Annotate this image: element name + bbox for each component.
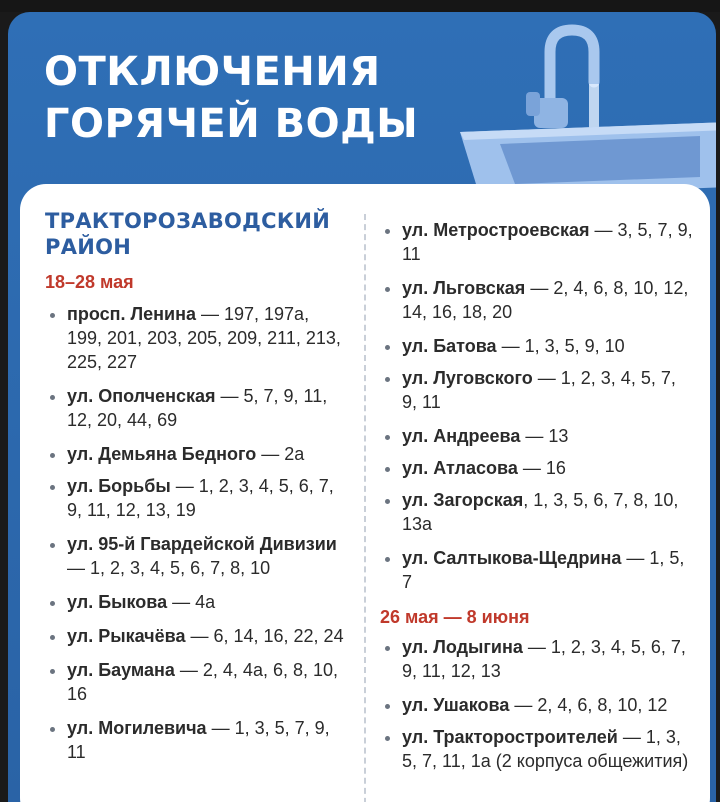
- district-title: ТРАКТОРОЗАВОДСКИЙ РАЙОН: [45, 209, 331, 259]
- street-name: ул. Андреева: [402, 426, 521, 446]
- street-name: ул. Быкова: [67, 592, 168, 612]
- street-name: ул. Баумана: [67, 660, 175, 680]
- title-line-2: ГОРЯЧЕЙ ВОДЫ: [44, 101, 419, 147]
- house-numbers: — 4а: [167, 592, 216, 612]
- house-numbers: — 6, 14, 16, 22, 24: [185, 626, 344, 646]
- address-item: [380, 456, 695, 480]
- house-numbers: — 1, 2, 3, 4, 5, 6, 7, 8, 10: [67, 558, 271, 578]
- street-name: ул. Рыкачёва: [67, 626, 186, 646]
- date-range-1: 18–28 мая: [45, 272, 134, 292]
- house-numbers: — 5, 7, 9, 11, 12, 20, 44, 69: [67, 386, 328, 430]
- address-item: [380, 424, 695, 448]
- right-address-list-b: [380, 635, 695, 773]
- poster: [8, 12, 716, 802]
- sink-faucet-icon: [400, 12, 716, 212]
- address-item: [45, 658, 345, 706]
- house-numbers: — 1, 3, 5, 7, 11, 1а (2 корпуса общежития): [402, 727, 689, 771]
- address-item: [380, 366, 695, 414]
- street-name: ул. Ополченская: [67, 386, 216, 406]
- address-item: [380, 488, 695, 536]
- house-numbers: — 1, 2, 3, 4, 5, 7, 9, 11: [402, 368, 676, 412]
- street-name: ул. Лодыгина: [402, 637, 523, 657]
- content-card: [20, 184, 710, 802]
- house-numbers: , 1, 3, 5, 6, 7, 8, 10, 13а: [402, 490, 679, 534]
- house-numbers: — 1, 2, 3, 4, 5, 6, 7, 9, 11, 12, 13, 19: [67, 476, 334, 520]
- address-item: [380, 725, 695, 773]
- street-name: ул. Салтыкова-Щедрина: [402, 548, 622, 568]
- column-divider: [364, 214, 366, 802]
- left-address-list: [45, 302, 345, 764]
- address-item: [45, 532, 345, 580]
- address-item: [45, 302, 345, 374]
- street-name: ул. Батова: [402, 336, 497, 356]
- street-name: ул. Атласова: [402, 458, 518, 478]
- poster-title: [44, 46, 418, 150]
- address-item: [45, 716, 345, 764]
- house-numbers: — 1, 3, 5, 9, 10: [496, 336, 625, 356]
- house-numbers: — 2а: [256, 444, 305, 464]
- house-numbers: — 16: [517, 458, 566, 478]
- house-numbers: — 2, 4, 4а, 6, 8, 10, 16: [67, 660, 339, 704]
- street-name: ул. Борьбы: [67, 476, 171, 496]
- street-name: ул. Луговского: [402, 368, 533, 388]
- street-name: ул. Могилевича: [67, 718, 207, 738]
- address-item: [380, 693, 695, 717]
- address-item: [380, 635, 695, 683]
- address-item: [380, 546, 695, 594]
- date-range-2: 26 мая — 8 июня: [380, 607, 530, 627]
- address-item: [45, 474, 345, 522]
- right-address-list-a: [380, 218, 695, 594]
- address-item: [45, 384, 345, 432]
- address-item: [380, 276, 695, 324]
- house-numbers: — 3, 5, 7, 9, 11: [402, 220, 693, 264]
- top-strip: [0, 0, 720, 12]
- street-name: ул. Ушакова: [402, 695, 510, 715]
- house-numbers: — 2, 4, 6, 8, 10, 12, 14, 16, 18, 20: [402, 278, 689, 322]
- house-numbers: — 1, 5, 7: [402, 548, 685, 592]
- address-item: [45, 442, 345, 466]
- address-item: [45, 624, 345, 648]
- house-numbers: — 13: [520, 426, 569, 446]
- street-name: ул. Метростроевская: [402, 220, 590, 240]
- house-numbers: — 2, 4, 6, 8, 10, 12: [509, 695, 668, 715]
- street-name: ул. Тракторостроителей: [402, 727, 618, 747]
- street-name: ул. Загорская: [402, 490, 524, 510]
- street-name: ул. 95-й Гвардейской Дивизии: [67, 534, 337, 554]
- street-name: ул. Льговская: [402, 278, 526, 298]
- title-line-1: ОТКЛЮЧЕНИЯ: [44, 49, 381, 95]
- house-numbers: — 1, 3, 5, 7, 9, 11: [67, 718, 330, 762]
- address-item: [380, 334, 695, 358]
- street-name: ул. Демьяна Бедного: [67, 444, 257, 464]
- house-numbers: — 197, 197а, 199, 201, 203, 205, 209, 211, 213, 225, 227: [67, 304, 341, 372]
- address-item: [380, 218, 695, 266]
- street-name: просп. Ленина: [67, 304, 196, 324]
- house-numbers: — 1, 2, 3, 4, 5, 6, 7, 9, 11, 12, 13: [402, 637, 686, 681]
- address-item: [45, 590, 345, 614]
